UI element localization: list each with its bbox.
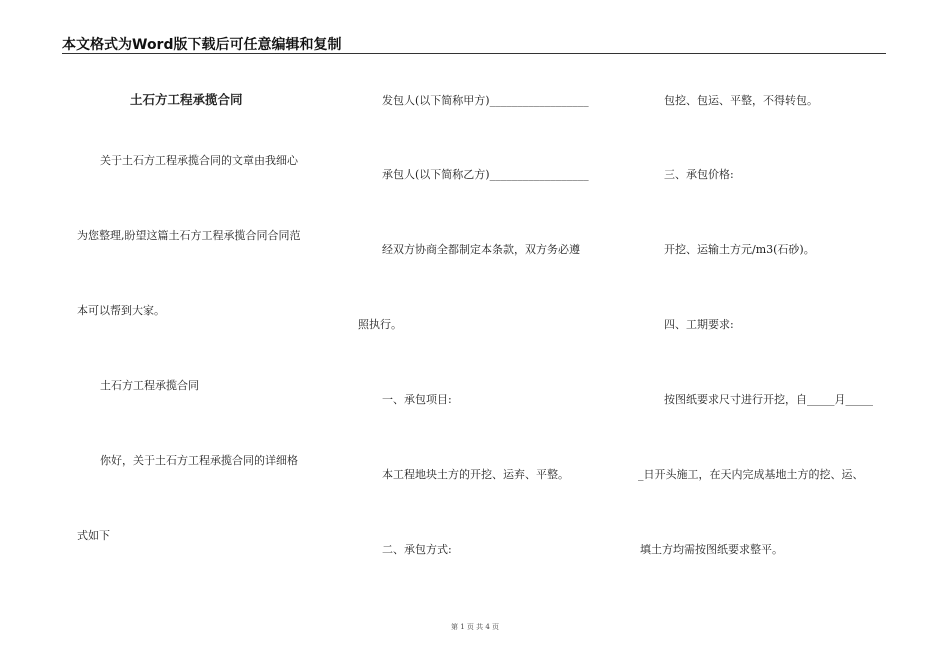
column1-line-6: 式如下 — [77, 529, 110, 542]
column2-line-2: 承包人(以下简称乙方)__________________ — [382, 168, 589, 181]
column1-line-4: 土石方工程承揽合同 — [100, 379, 199, 392]
column3-line-3: 开挖、运输土方元/m3(石砂)。 — [664, 243, 815, 256]
column3-line-2: 三、承包价格: — [664, 168, 734, 181]
column3-line-4: 四、工期要求: — [664, 318, 734, 331]
column2-line-5: 一、承包项目: — [382, 393, 452, 406]
column1-line-2: 为您整理,盼望这篇土石方工程承揽合同合同范 — [77, 229, 301, 242]
column3-line-1: 包挖、包运、平整，不得转包。 — [664, 94, 818, 107]
document-title: 土石方工程承揽合同 — [130, 92, 243, 107]
column3-line-5: 按图纸要求尺寸进行开挖，自_____月_____ — [664, 393, 873, 406]
column1-line-1: 关于土石方工程承揽合同的文章由我细心 — [100, 154, 298, 167]
column2-line-1: 发包人(以下简称甲方)__________________ — [382, 94, 589, 107]
column2-line-6: 本工程地块土方的开挖、运弃、平整。 — [382, 468, 569, 481]
column1-line-5: 你好，关于土石方工程承揽合同的详细格 — [100, 454, 298, 467]
column2-line-7: 二、承包方式: — [382, 543, 452, 556]
column1-line-3: 本可以帮到大家。 — [77, 304, 165, 317]
column2-line-4: 照执行。 — [358, 318, 402, 331]
column3-line-6: _日开头施工，在天内完成基地土方的挖、运、 — [638, 468, 864, 481]
page-number: 第 1 页 共 4 页 — [450, 623, 500, 631]
header-divider — [62, 53, 886, 54]
column2-line-3: 经双方协商全都制定本条款，双方务必遵 — [382, 243, 580, 256]
document-header: 本文格式为Word版下载后可任意编辑和复制 — [62, 37, 342, 53]
column3-line-7: 填土方均需按图纸要求整平。 — [640, 543, 783, 556]
